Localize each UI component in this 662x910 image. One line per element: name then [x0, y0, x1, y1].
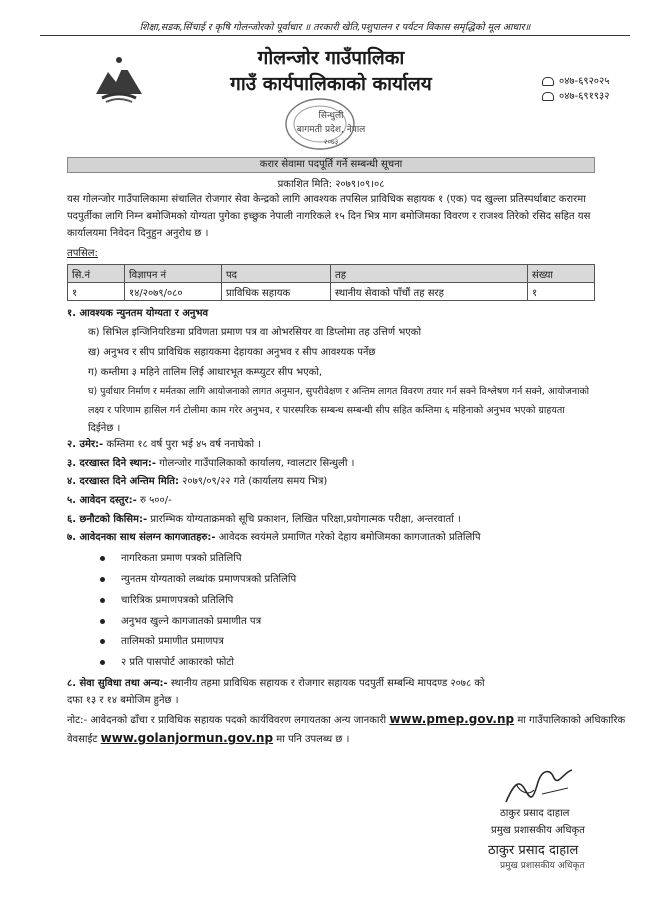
- section-4-label: ४. दरखास्त दिने अन्तिम मिति:: [67, 476, 179, 487]
- header-divider: [40, 35, 630, 36]
- bullet-icon: [100, 619, 105, 624]
- document-item-text: अनुभव खुल्ने कागजातको प्रमाणीत पत्र: [121, 616, 262, 627]
- intro-line-3: कार्यालयमा निवेदन दिनुहुन अनुरोध छ ।: [67, 228, 209, 239]
- section-7: [67, 529, 481, 546]
- section-1-c: ग) कम्तीमा ३ महिने तालिम लिई आधारभूत कम्प्युटर सीप भएको,: [88, 367, 323, 378]
- section-2-text: कम्तिमा १८ वर्ष पुरा भई ४५ वर्ष ननाघेको ।: [106, 439, 262, 450]
- document-list-item: [100, 571, 296, 585]
- table-cell: १: [528, 283, 595, 301]
- section-8-text: स्थानीय तहमा प्राविधिक सहायक र रोजगार सहायक पदपुर्ती सम्बन्धि मापदण्ड २०७८ को: [170, 678, 485, 689]
- vacancy-table: [67, 264, 595, 301]
- document-item-text: तालिमको प्रमाणीत प्रमाणपत्र: [121, 636, 224, 647]
- phone-icon: [542, 77, 554, 86]
- section-1-d-line3: दिईनेछ ।: [88, 423, 121, 434]
- note-text: नोट:- आवेदनको ढाँचा र प्राविधिक सहायक पदको कार्यविवरण लगायतका अन्य जानकारी: [67, 715, 387, 726]
- handwritten-signature: [498, 758, 578, 810]
- stamp-year: २०७३: [323, 138, 339, 146]
- bullet-icon: [100, 556, 105, 561]
- table-header-cell: पद: [222, 265, 331, 283]
- phone-2-number: ०४७-६९१९३२: [559, 91, 610, 102]
- section-1-a: क) सिभिल इन्जिनियरिङमा प्रविणता प्रमाण पत्र वा ओभरसियर वा डिप्लोमा तह उत्तिर्ण भएको: [88, 327, 422, 338]
- section-1-d-line2: लक्ष्य र परिणाम हासिल गर्न टोलीमा काम गरेर अनुभव, र पारस्परिक सम्बन्ध सम्बन्धी सीप सहित कम्तिमा ६ महिनाको अनुभव भएको ग्राहयता: [88, 405, 565, 416]
- document-list-item: [100, 592, 233, 606]
- section-2-label: २. उमेर:-: [67, 439, 104, 450]
- phone-1: [542, 73, 609, 87]
- bullet-icon: [100, 577, 105, 582]
- intro-line-1: यस गोलन्जोर गाउँपालिकामा संचालित रोजगार सेवा केन्द्रको लागि आवश्यक तपसिल प्राविधिक सहायक १ (एक) पद खुल्ला प्रतिस्पर्धाबाट करारमा: [67, 194, 586, 205]
- section-8-line2: दफा १३ र १४ बमोजिम हुनेछ ।: [67, 695, 179, 706]
- section-3-text: गोलन्जोर गाउँपालिकाको कार्यालय, ग्वालटार सिन्धुली ।: [159, 458, 355, 469]
- section-4-text: २०७९/०९/२२ गते (कार्यालय समय भित्र): [182, 476, 328, 487]
- address-district: सिन्धुली: [318, 111, 344, 121]
- published-date: प्रकाशित मिति: २०७९।०९।०८: [277, 179, 385, 190]
- section-1-title: १. आवश्यक न्युनतम योग्यता र अनुभव: [67, 308, 209, 319]
- section-7-text: आवेदक स्वयंमले प्रमाणित गरेको देहाय बमोजिमका कागजातको प्रतिलिपि: [218, 532, 481, 543]
- document-list-item: [100, 654, 234, 668]
- phone-icon: [542, 92, 554, 101]
- notice-title: करार सेवामा पदपूर्ति गर्ने सम्बन्धी सूचना: [67, 157, 595, 173]
- section-8-label: ८. सेवा सुविधा तथा अन्य:-: [67, 678, 168, 689]
- section-2: [67, 436, 261, 453]
- phone-2: [542, 88, 609, 102]
- section-5-text: रु ५००/-: [139, 495, 172, 506]
- bullet-icon: [100, 598, 105, 603]
- phone-1-number: ०४७-६९२०२५: [559, 76, 610, 87]
- bullet-icon: [100, 660, 105, 665]
- note-text: मा गाउँपालिकाको अधिकारिक: [517, 715, 626, 726]
- table-header-cell: संख्या: [528, 265, 595, 283]
- header-motto: शिक्षा,सडक,सिंचाई र कृषि गोलन्जोरको पूर्वाधार ॥ तरकारी खेति,पशुपालन र पर्यटन विकास समृद्धिको मूल आधार॥: [139, 22, 531, 33]
- office-name: गाउँ कार्यपालिकाको कार्यालय: [230, 73, 432, 95]
- document-item-text: २ प्रति पासपोर्ट आकारको फोटो: [121, 657, 235, 668]
- table-cell: १: [68, 283, 125, 301]
- signatory-stamp-name: ठाकुर प्रसाद दाहाल: [488, 843, 579, 858]
- document-item-text: चारित्रिक प्रमाणपत्रको प्रतिलिपि: [121, 595, 234, 606]
- section-5: [67, 492, 172, 509]
- table-row: [68, 283, 595, 301]
- note-text: मा पनि उपलब्ध छ ।: [276, 734, 350, 745]
- section-8: [67, 675, 485, 692]
- section-6-text: प्रारम्भिक योग्यताक्रमको सूचि प्रकाशन, लिखित परिक्षा,प्रयोगात्मक परीक्षा, अन्तरवार्ता ।: [150, 514, 461, 525]
- document-item-text: न्युनतम योग्यताको लब्धांक प्रमाणपत्रको प्रतिलिपि: [121, 574, 297, 585]
- municipality-name: गोलन्जोर गाउँपालिका: [257, 47, 405, 69]
- signatory-name: ठाकुर प्रसाद दाहाल: [500, 808, 570, 819]
- section-3: [67, 455, 354, 472]
- table-header-row: [68, 265, 595, 283]
- table-cell: स्थानीय सेवाको पाँचौं तह सरह: [331, 283, 528, 301]
- section-1-d-line1: घ) पुर्वाधार निर्माण र मर्मतका लागि आयोजनाको लागत अनुमान, सुपरीवेक्षण र अन्तिम लागत विवरण तयार गर्न सक्ने विश्लेषण गर्न सक्ने, आयोजनाको: [88, 386, 590, 397]
- address-province: बागमती प्रदेश, नेपाल: [296, 125, 366, 135]
- table-cell: १४/२०७९/०८०: [125, 283, 222, 301]
- section-7-label: ७. आवेदनका साथ संलग्न कागजातहरु:-: [67, 532, 216, 543]
- note-line-2: [67, 730, 349, 748]
- schedule-label: तपसिल:: [67, 248, 98, 259]
- table-header-cell: तह: [331, 265, 528, 283]
- document-list-item: [100, 550, 242, 564]
- section-4: [67, 473, 327, 490]
- intro-line-2: पदपुर्तीका लागि निम्न बमोजिमको योग्यता पुगेका इच्छुक नेपाली नागरिकले १५ दिन भित्र माग बमोजिमका विवरण र राजश्व तिरेको रसिद सहित यस: [67, 211, 591, 222]
- document-item-text: नागरिकता प्रमाण पत्रको प्रतिलिपि: [121, 553, 242, 564]
- section-6: [67, 511, 461, 528]
- document-list-item: [100, 613, 261, 627]
- signatory-designation: प्रमुख प्रशासकीय अधिकृत: [491, 825, 585, 836]
- signatory-stamp-designation: प्रमुख प्रशासकीय अधिकृत: [500, 861, 585, 871]
- table-cell: प्राविधिक सहायक: [222, 283, 331, 301]
- table-header-cell: सि.नं: [68, 265, 125, 283]
- note-text: वेवसाईट: [67, 734, 98, 745]
- section-5-label: ५. आवेदन दस्तुर:-: [67, 495, 137, 506]
- pmep-website-link[interactable]: www.pmep.gov.np: [389, 712, 515, 726]
- section-1-b: ख) अनुभव र सीप प्राविधिक सहायकमा देहायका अनुभव र सीप आवश्यक पर्नेछ: [88, 347, 376, 358]
- document-list-item: [100, 633, 224, 647]
- note-line-1: [67, 711, 625, 729]
- golanjor-website-link[interactable]: www.golanjormun.gov.np: [100, 731, 274, 745]
- section-3-label: ३. दरखास्त दिने स्थान:-: [67, 458, 157, 469]
- table-header-cell: विज्ञापन नं: [125, 265, 222, 283]
- bullet-icon: [100, 639, 105, 644]
- section-6-label: ६. छनौटको किसिम:-: [67, 514, 148, 525]
